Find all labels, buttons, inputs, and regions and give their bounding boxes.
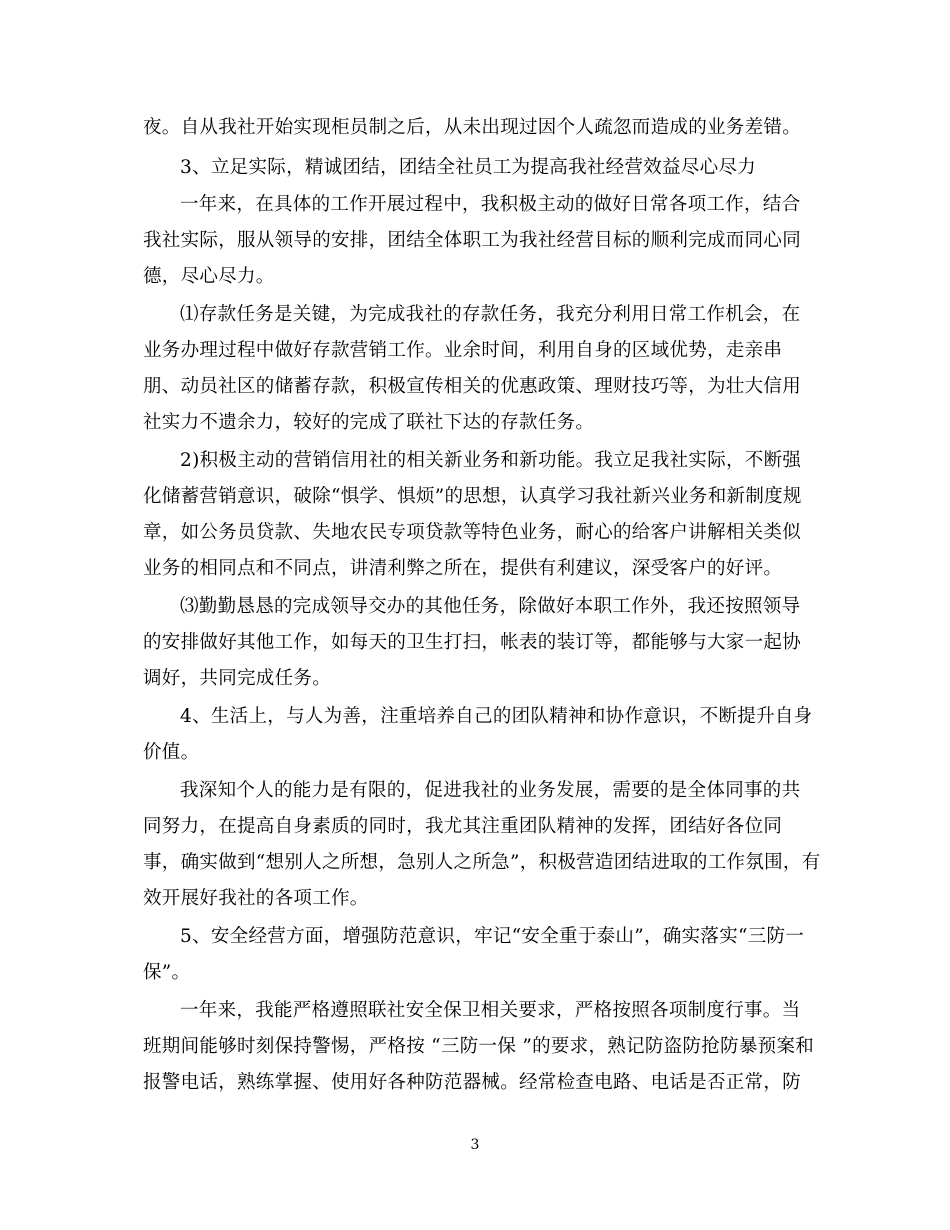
text-line: 的安排做好其他工作，如每天的卫生打扫，帐表的装订等，都能够与大家一起协: [143, 632, 802, 653]
text-line: 德，尽心尽力。: [143, 266, 275, 287]
text-line: 一年来，我能严格遵照联社安全保卫相关要求，严格按照各项制度行事。当: [180, 1000, 801, 1021]
text-line: ⑴存款任务是关键，为完成我社的存款任务，我充分利用日常工作机会，在: [180, 304, 801, 325]
text-line: 我社实际，服从领导的安排，团结全体职工为我社经营目标的顺利完成而同心同: [143, 230, 802, 251]
text-line: 保”。: [143, 962, 191, 983]
text-line: 班期间能够时刻保持警惕，严格按 “三防一保 ”的要求，熟记防盗防抢防暴预案和: [143, 1036, 815, 1057]
text-line: ⑶勤勤恳恳的完成领导交办的其他任务，除做好本职工作外，我还按照领导: [180, 596, 801, 617]
text-line: 报警电话，熟练掌握、使用好各种防范器械。经常检查电路、电话是否正常，防: [143, 1072, 802, 1093]
text-line: 业务的相同点和不同点，讲清利弊之所在，提供有利建议，深受客户的好评。: [143, 558, 783, 579]
text-line: 调好，共同完成任务。: [143, 668, 332, 689]
text-line: 化储蓄营销意识，破除“惧学、惧烦”的思想，认真学习我社新兴业务和新制度规: [143, 486, 802, 507]
text-line: 我深知个人的能力是有限的，促进我社的业务发展，需要的是全体同事的共: [180, 780, 801, 801]
text-line: 事，确实做到“想别人之所想，急别人之所急”，积极营造团结进取的工作氛围，有: [143, 852, 821, 873]
text-line: 价值。: [143, 742, 200, 763]
text-line: 同努力，在提高自身素质的同时，我尤其注重团队精神的发挥，团结好各位同: [143, 816, 783, 837]
text-line: 社实力不遗余力，较好的完成了联社下达的存款任务。: [143, 412, 595, 433]
text-line: 效开展好我社的各项工作。: [143, 888, 369, 909]
text-line: 一年来，在具体的工作开展过程中，我积极主动的做好日常各项工作，结合: [180, 194, 801, 215]
text-line: 5、安全经营方面，增强防范意识，牢记“安全重于泰山”，确实落实“三防一: [180, 926, 805, 947]
text-line: 夜。自从我社开始实现柜员制之后，从未出现过因个人疏忽而造成的业务差错。: [143, 117, 802, 138]
text-line: 业务办理过程中做好存款营销工作。业余时间，利用自身的区域优势，走亲串: [143, 340, 783, 361]
text-line: 3、立足实际，精诚团结，团结全社员工为提高我社经营效益尽心尽力: [180, 157, 757, 178]
text-line: 4、生活上，与人为善，注重培养自己的团队精神和协作意识，不断提升自身: [180, 706, 813, 727]
page-number: 3: [470, 1137, 480, 1153]
text-line: 2)积极主动的营销信用社的相关新业务和新功能。我立足我社实际，不断强: [180, 450, 802, 471]
text-line: 章，如公务员贷款、失地农民专项贷款等特色业务，耐心的给客户讲解相关类似: [143, 522, 802, 543]
text-line: 朋、动员社区的储蓄存款，积极宣传相关的优惠政策、理财技巧等，为壮大信用: [143, 376, 802, 397]
